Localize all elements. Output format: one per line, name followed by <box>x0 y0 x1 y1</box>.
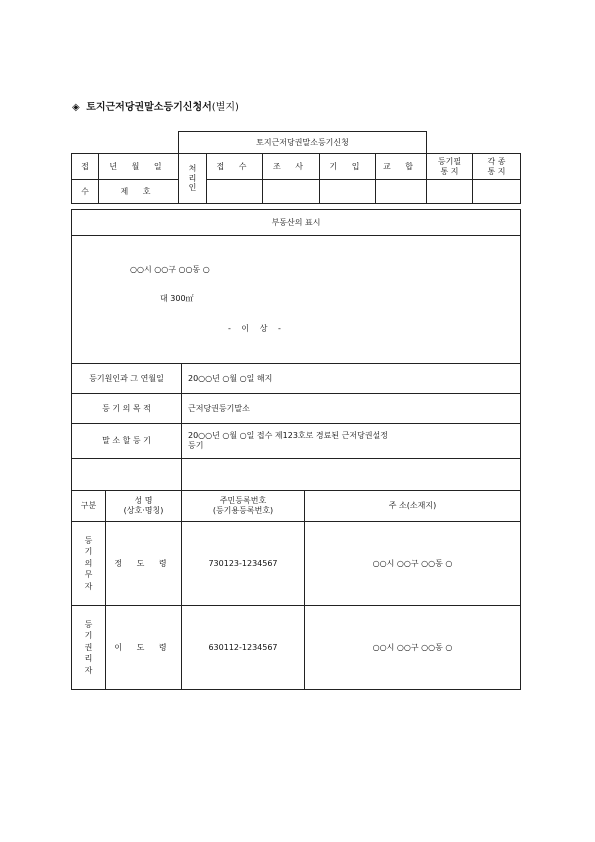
parties-table <box>71 490 521 690</box>
property-end-mark: - 이 상 - <box>228 324 285 333</box>
office-cell: 조 사 <box>263 154 320 180</box>
office-cell: 제 호 <box>99 180 179 204</box>
office-blank-cell <box>427 180 473 204</box>
office-cell: 접 <box>72 154 99 180</box>
office-cell: 각 종 통 지 <box>473 154 521 180</box>
property-land: 대 300㎡ <box>160 294 194 303</box>
property-header: 부동산의 표시 <box>72 210 521 236</box>
office-blank-cell <box>320 180 376 204</box>
detail-blank-value <box>182 459 521 491</box>
parties-header-address: 주 소(소재지) <box>305 491 521 522</box>
party-id: 730123-1234567 <box>182 522 305 606</box>
party-address: ○○시 ○○구 ○○동 ○ <box>305 606 521 690</box>
party-type-obligor: 등 기 의 무 자 <box>72 522 106 606</box>
detail-label: 등 기 의 목 적 <box>72 394 182 424</box>
office-cell: 등기필 통 지 <box>427 154 473 180</box>
office-cell-processor: 처 리 인 <box>179 154 207 204</box>
details-table <box>71 363 521 491</box>
detail-value: 20○○년 ○월 ○일 해지 <box>182 364 521 394</box>
party-id: 630112-1234567 <box>182 606 305 690</box>
office-cell: 기 입 <box>320 154 376 180</box>
office-header: 토지근저당권말소등기신청 <box>179 132 427 154</box>
parties-header-type: 구분 <box>72 491 106 522</box>
office-blank-cell <box>263 180 320 204</box>
office-blank-cell <box>207 180 263 204</box>
parties-header-name: 성 명 (상호·명칭) <box>106 491 182 522</box>
detail-value: 20○○년 ○월 ○일 접수 제123호로 경료된 근저당권설정 등기 <box>182 424 521 459</box>
office-use-table <box>71 131 521 204</box>
document-title <box>72 98 239 113</box>
parties-header-id: 주민등록번호 (등기용등록번호) <box>182 491 305 522</box>
party-address: ○○시 ○○구 ○○동 ○ <box>305 522 521 606</box>
detail-label: 말 소 할 등 기 <box>72 424 182 459</box>
detail-label: 등기원인과 그 연월일 <box>72 364 182 394</box>
office-cell: 접 수 <box>207 154 263 180</box>
party-name: 정 도 령 <box>106 522 182 606</box>
title-main: 토지근저당권말소등기신청서 <box>86 102 212 113</box>
office-cell: 수 <box>72 180 99 204</box>
party-type-obligee: 등 기 권 리 자 <box>72 606 106 690</box>
title-suffix: (별지) <box>211 102 239 113</box>
property-address: ○○시 ○○구 ○○동 ○ <box>130 265 210 274</box>
office-cell: 교 합 <box>376 154 427 180</box>
detail-value: 근저당권등기말소 <box>182 394 521 424</box>
diamond-icon: ◈ <box>72 102 80 113</box>
office-cell: 년 월 일 <box>99 154 179 180</box>
office-blank-cell <box>376 180 427 204</box>
detail-blank-label <box>72 459 182 491</box>
property-description <box>72 236 521 364</box>
office-blank-cell <box>473 180 521 204</box>
party-name: 이 도 령 <box>106 606 182 690</box>
